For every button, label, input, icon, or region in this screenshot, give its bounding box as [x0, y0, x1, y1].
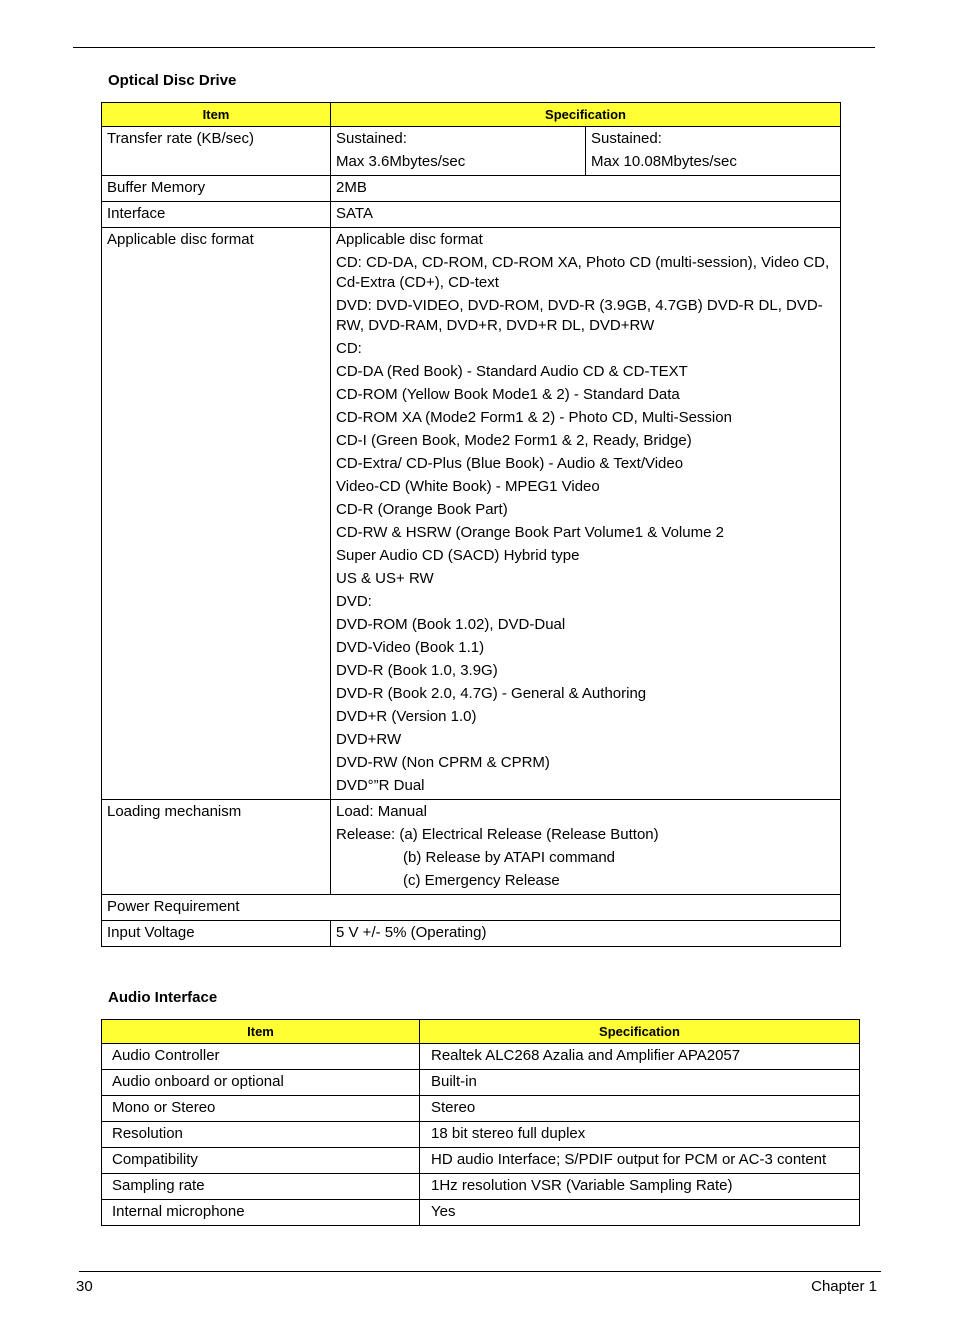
- optical-section-title: Optical Disc Drive: [108, 72, 237, 89]
- top-rule: [73, 47, 875, 48]
- list-item: Super Audio CD (SACD) Hybrid type: [336, 547, 580, 564]
- list-item: Video-CD (White Book) - MPEG1 Video: [336, 478, 600, 495]
- optical-spec-table: [101, 102, 841, 947]
- table-row: [102, 1044, 860, 1070]
- list-item: CD-Extra/ CD-Plus (Blue Book) - Audio & Text/Video: [336, 455, 684, 472]
- row-label: Interface: [107, 205, 166, 222]
- loading-line: (c) Emergency Release: [403, 872, 560, 889]
- transfer-b-line: Sustained:: [591, 130, 662, 147]
- transfer-a-line: Max 3.6Mbytes/sec: [336, 153, 466, 170]
- row-value: 5 V +/- 5% (Operating): [336, 924, 487, 941]
- disc-format-list: [331, 228, 840, 799]
- table-row: [102, 921, 841, 947]
- list-item: DVD-Video (Book 1.1): [336, 639, 485, 656]
- table-row: [102, 1070, 860, 1096]
- row-label: Transfer rate (KB/sec): [107, 130, 254, 147]
- list-item: CD-ROM XA (Mode2 Form1 & 2) - Photo CD, Multi-Session: [336, 409, 732, 426]
- row-value: Stereo: [431, 1099, 476, 1116]
- table-row: [102, 800, 841, 895]
- chapter-label: Chapter 1: [811, 1278, 877, 1295]
- audio-section-title: Audio Interface: [108, 989, 218, 1006]
- list-item: DVD-R (Book 1.0, 3.9G): [336, 662, 498, 679]
- list-item: Applicable disc format: [336, 231, 483, 248]
- row-label: Audio onboard or optional: [112, 1073, 284, 1090]
- list-item: DVD-ROM (Book 1.02), DVD-Dual: [336, 616, 566, 633]
- list-item: CD-R (Orange Book Part): [336, 501, 508, 518]
- row-label: Resolution: [112, 1125, 183, 1142]
- row-value: 1Hz resolution VSR (Variable Sampling Rate): [431, 1177, 733, 1194]
- list-item: DVD°”R Dual: [336, 777, 425, 794]
- audio-spec-table: [101, 1019, 860, 1226]
- row-value: 18 bit stereo full duplex: [431, 1125, 586, 1142]
- table-row: [102, 127, 841, 176]
- list-item: DVD+RW: [336, 731, 402, 748]
- loading-line: Release: (a) Electrical Release (Release Button): [336, 826, 659, 843]
- transfer-a-line: Sustained:: [336, 130, 407, 147]
- table-row: [102, 895, 841, 921]
- row-label: Power Requirement: [107, 898, 240, 915]
- row-label: Sampling rate: [112, 1177, 205, 1194]
- list-item: CD-I (Green Book, Mode2 Form1 & 2, Ready, Bridge): [336, 432, 692, 449]
- optical-header-item: Item: [102, 103, 331, 127]
- row-label: Internal microphone: [112, 1203, 245, 1220]
- table-row: [102, 1174, 860, 1200]
- table-row: [102, 1148, 860, 1174]
- row-label: Input Voltage: [107, 924, 195, 941]
- table-row: [102, 176, 841, 202]
- table-row: [102, 1096, 860, 1122]
- row-value: Yes: [431, 1203, 456, 1220]
- optical-header-spec: Specification: [331, 103, 841, 127]
- row-value: Built-in: [431, 1073, 477, 1090]
- bottom-rule: [79, 1271, 881, 1272]
- row-value: Realtek ALC268 Azalia and Amplifier APA2057: [431, 1047, 741, 1064]
- row-label: Audio Controller: [112, 1047, 220, 1064]
- audio-header-row: [102, 1020, 860, 1044]
- table-row: [102, 202, 841, 228]
- transfer-b-line: Max 10.08Mbytes/sec: [591, 153, 737, 170]
- loading-line: (b) Release by ATAPI command: [403, 849, 616, 866]
- list-item: CD-RW & HSRW (Orange Book Part Volume1 & Volume 2: [336, 524, 724, 541]
- table-row: [102, 228, 841, 800]
- list-item: DVD-R (Book 2.0, 4.7G) - General & Authoring: [336, 685, 647, 702]
- table-row: [102, 1200, 860, 1226]
- list-item: CD: CD-DA, CD-ROM, CD-ROM XA, Photo CD (multi-session), Video CD, Cd-Extra (CD+), CD-text: [336, 254, 830, 291]
- row-label: Applicable disc format: [107, 231, 254, 248]
- audio-header-item: Item: [102, 1020, 420, 1044]
- list-item: DVD+R (Version 1.0): [336, 708, 477, 725]
- row-label: Buffer Memory: [107, 179, 206, 196]
- list-item: CD:: [336, 340, 362, 357]
- list-item: DVD: DVD-VIDEO, DVD-ROM, DVD-R (3.9GB, 4.7GB) DVD-R DL, DVD-RW, DVD-RAM, DVD+R, DVD+R DL, DVD+RW: [336, 297, 823, 334]
- row-label: Compatibility: [112, 1151, 198, 1168]
- list-item: CD-DA (Red Book) - Standard Audio CD & CD-TEXT: [336, 363, 688, 380]
- row-label: Loading mechanism: [107, 803, 242, 820]
- list-item: DVD-RW (Non CPRM & CPRM): [336, 754, 550, 771]
- row-value: 2MB: [336, 179, 367, 196]
- row-value: HD audio Interface; S/PDIF output for PCM or AC-3 content: [431, 1151, 827, 1168]
- loading-line: Load: Manual: [336, 803, 427, 820]
- row-value: SATA: [336, 205, 373, 222]
- optical-header-row: [102, 103, 841, 127]
- audio-header-spec: Specification: [420, 1020, 860, 1044]
- list-item: CD-ROM (Yellow Book Mode1 & 2) - Standard Data: [336, 386, 680, 403]
- page-number: 30: [76, 1278, 93, 1295]
- table-row: [102, 1122, 860, 1148]
- row-label: Mono or Stereo: [112, 1099, 216, 1116]
- list-item: DVD:: [336, 593, 372, 610]
- list-item: US & US+ RW: [336, 570, 434, 587]
